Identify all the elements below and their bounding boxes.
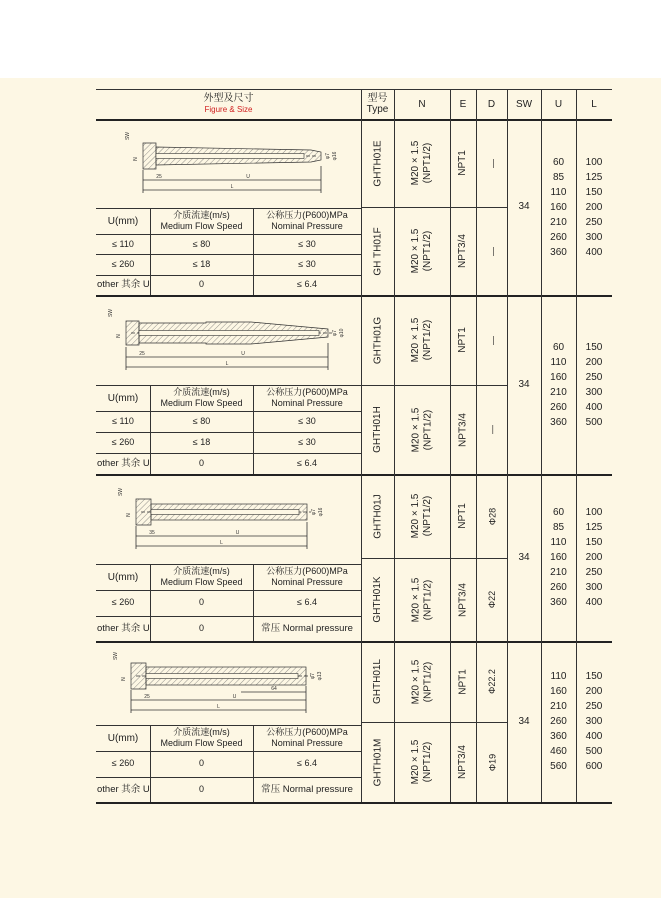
- n-header: [394, 89, 450, 119]
- spec-flow-cn: 介质流速(m/s): [173, 387, 230, 397]
- dimension-d2: φ16: [332, 151, 338, 161]
- spec-row-pressure: ≤ 6.4: [297, 458, 317, 468]
- spec-row-pressure: ≤ 6.4: [297, 279, 317, 290]
- spec-row-pressure: ≤ 30: [298, 258, 316, 269]
- dimension-n: N: [121, 677, 127, 681]
- spec-pressure-cn: 公称压力(P600)MPa: [266, 566, 348, 576]
- dimension-sw: SW: [118, 487, 124, 497]
- spec-pressure-en: Nominal Pressure: [271, 398, 343, 408]
- spec-pressure-en: Nominal Pressure: [271, 577, 343, 587]
- type-model: GH TH01F: [371, 226, 383, 276]
- u-header-label: U: [554, 98, 563, 110]
- l-length-value: 100: [585, 156, 603, 168]
- bore: [156, 154, 304, 159]
- l-length-value: 150: [585, 671, 603, 682]
- dimension-n: N: [116, 334, 122, 338]
- sw-value: 34: [518, 378, 530, 390]
- thread-e: NPT3/4: [457, 412, 468, 447]
- u-length-value: 360: [550, 597, 567, 608]
- u-length-value: 110: [550, 186, 567, 198]
- spec-u-header: U(mm): [107, 732, 139, 744]
- dimension-n: N: [126, 513, 132, 517]
- dimension-l: L: [225, 361, 229, 367]
- u-length-value: 160: [550, 686, 567, 697]
- e-header: [450, 89, 476, 119]
- diameter-d: Φ19: [486, 753, 497, 771]
- spec-u-header: U(mm): [107, 215, 139, 227]
- spec-row-pressure: ≤ 30: [298, 437, 316, 447]
- spec-row-u: other 其余 U: [97, 622, 150, 634]
- u-length-value: 160: [550, 552, 567, 563]
- l-length-value: 150: [585, 341, 603, 353]
- dimension-u: U: [241, 351, 245, 357]
- spec-pressure-header: [253, 725, 361, 751]
- spec-flow-en: Medium Flow Speed: [160, 577, 243, 587]
- thermowell-drawing: [96, 119, 361, 208]
- diameter-d: —: [486, 335, 497, 345]
- spec-flow-cn: 介质流速(m/s): [173, 210, 230, 220]
- sw-header-label: SW: [515, 98, 533, 110]
- bore: [151, 510, 299, 515]
- dimension-u: U: [246, 174, 250, 180]
- spec-flow-header: [150, 564, 253, 590]
- type-header: [361, 89, 394, 119]
- spec-row-flow: 0: [198, 758, 204, 769]
- u-length-value: 210: [550, 701, 567, 712]
- u-length-value: 85: [552, 522, 565, 533]
- spec-flow-header: [150, 385, 253, 411]
- type-model: GHTH01G: [371, 316, 383, 364]
- thread-n: M20 × 1.5 (NPT1/2): [410, 659, 433, 704]
- diameter-d: Φ22.2: [486, 669, 497, 694]
- dimension-u: U: [235, 530, 240, 536]
- spec-row-pressure: ≤ 6.4: [297, 758, 317, 769]
- type-model: GHTH01H: [371, 406, 383, 453]
- dimension-d1: φ7: [325, 152, 331, 160]
- spec-row-flow: ≤ 18: [192, 258, 211, 269]
- spec-row-flow: 0: [198, 783, 204, 794]
- dimension-d2: φ10: [339, 328, 345, 338]
- spec-row-pressure: ≤ 30: [298, 416, 316, 426]
- figure-size-header: [96, 89, 361, 119]
- spec-flow-header: [150, 725, 253, 751]
- spec-row-pressure: ≤ 6.4: [297, 597, 317, 608]
- u-header: [541, 89, 576, 119]
- l-length-value: 500: [585, 746, 603, 757]
- e-header-label: E: [459, 98, 467, 110]
- dimension-d1: φ7: [310, 672, 316, 680]
- u-length-value: 210: [550, 216, 567, 228]
- bore: [146, 674, 298, 679]
- spec-row-u: ≤ 260: [111, 437, 135, 447]
- u-length-value: 60: [552, 341, 565, 353]
- spec-row-flow: 0: [198, 279, 204, 290]
- dimension-l1: 35: [149, 530, 155, 536]
- d-header-label: D: [487, 98, 496, 110]
- u-length-value: 210: [550, 567, 567, 578]
- spec-row-flow: ≤ 18: [192, 437, 211, 447]
- l-length-value: 200: [585, 201, 603, 213]
- dimension-l: L: [220, 540, 223, 546]
- u-length-value: 560: [550, 761, 567, 772]
- diameter-d: —: [486, 246, 497, 256]
- l-length-value: 400: [585, 597, 603, 608]
- thread-e: NPT1: [457, 327, 468, 353]
- l-length-value: 250: [585, 567, 603, 578]
- l-length-value: 200: [585, 686, 603, 697]
- u-length-value: 260: [550, 716, 567, 727]
- l-length-value: 400: [585, 246, 603, 258]
- spec-row-pressure: 常压 Normal pressure: [261, 622, 353, 634]
- thread-n: M20 × 1.5 (NPT1/2): [410, 228, 433, 274]
- u-length-value: 260: [550, 582, 567, 593]
- u-length-value: 110: [550, 671, 567, 682]
- spec-pressure-en: Nominal Pressure: [271, 738, 343, 748]
- spec-pressure-cn: 公称压力(P600)MPa: [266, 727, 348, 737]
- spec-row-u: ≤ 110: [112, 416, 134, 426]
- spec-row-u: other 其余 U: [97, 783, 150, 795]
- diameter-d: —: [486, 425, 497, 434]
- u-length-value: 110: [550, 537, 567, 548]
- n-header-label: N: [418, 98, 426, 110]
- spec-row-flow: ≤ 80: [192, 238, 211, 249]
- spec-row-flow: 0: [198, 458, 204, 468]
- dimension-sw: SW: [125, 131, 131, 141]
- dimension-l1: 25: [144, 694, 150, 700]
- thermowell-drawing: [96, 641, 361, 725]
- thread-e: NPT3/4: [457, 582, 468, 617]
- thread-n: M20 × 1.5 (NPT1/2): [410, 407, 433, 452]
- dimension-sw: SW: [113, 651, 119, 661]
- spec-pressure-en: Nominal Pressure: [271, 221, 343, 231]
- type-model: GHTH01J: [371, 493, 383, 539]
- spec-pressure-header: [253, 208, 361, 234]
- spec-pressure-header: [253, 385, 361, 411]
- l-length-value: 250: [585, 216, 603, 228]
- thread-e: NPT1: [457, 503, 468, 529]
- u-length-value: 360: [550, 416, 567, 428]
- spec-row-u: ≤ 110: [112, 238, 134, 249]
- spec-flow-cn: 介质流速(m/s): [173, 727, 230, 737]
- d-header: [476, 89, 507, 119]
- dimension-n: N: [133, 157, 139, 161]
- figure-size-header-sublabel: Figure & Size: [204, 105, 253, 114]
- spec-row-pressure: 常压 Normal pressure: [261, 783, 353, 795]
- spec-row-u: ≤ 260: [111, 258, 135, 269]
- l-length-value: 200: [585, 356, 603, 368]
- type-model: GHTH01L: [371, 659, 383, 705]
- figure-size-header-label: 外型及尺寸: [203, 93, 254, 104]
- u-length-value: 60: [552, 507, 565, 518]
- u-length-value: 460: [550, 746, 567, 757]
- spec-row-u: ≤ 260: [111, 758, 135, 769]
- l-length-value: 400: [585, 401, 603, 413]
- spec-table: [96, 89, 612, 802]
- thread-n: M20 × 1.5 (NPT1/2): [410, 317, 433, 363]
- dimension-d1: φ7: [332, 329, 338, 337]
- dimension-sw: SW: [108, 308, 114, 318]
- spec-flow-en: Medium Flow Speed: [160, 221, 243, 231]
- l-length-value: 300: [585, 716, 603, 727]
- u-length-value: 110: [550, 356, 567, 368]
- diameter-d: Φ28: [486, 507, 497, 525]
- bore: [139, 331, 319, 336]
- type-model: GHTH01K: [371, 576, 383, 623]
- spec-pressure-cn: 公称压力(P600)MPa: [266, 210, 348, 220]
- dimension-l: L: [230, 184, 234, 190]
- u-length-value: 60: [552, 156, 565, 168]
- u-length-value: 160: [550, 371, 567, 383]
- l-header-label: L: [591, 98, 597, 110]
- l-length-value: 300: [585, 231, 603, 243]
- type-header-label: 型号: [367, 93, 388, 104]
- thread-e: NPT1: [457, 150, 468, 176]
- spec-row-flow: 0: [198, 622, 204, 633]
- sw-value: 34: [518, 551, 530, 563]
- l-length-value: 250: [585, 701, 603, 712]
- spec-flow-en: Medium Flow Speed: [160, 738, 243, 748]
- type-header-sublabel: Type: [366, 104, 389, 115]
- table-rule: [96, 802, 612, 804]
- spec-row-u: ≤ 260: [111, 597, 135, 608]
- thread-e: NPT3/4: [457, 234, 468, 268]
- thread-n: M20 × 1.5 (NPT1/2): [410, 739, 433, 785]
- l-length-value: 100: [585, 507, 603, 518]
- sw-value: 34: [518, 201, 530, 212]
- thread-n: M20 × 1.5 (NPT1/2): [410, 493, 433, 539]
- l-length-value: 200: [585, 552, 603, 563]
- sw-header: [507, 89, 541, 119]
- l-length-value: 400: [585, 731, 603, 742]
- u-length-value: 85: [552, 171, 565, 183]
- spec-pressure-header: [253, 564, 361, 590]
- l-length-value: 250: [585, 371, 603, 383]
- l-header: [576, 89, 612, 119]
- u-length-value: 360: [550, 731, 567, 742]
- spec-u-header: U(mm): [107, 571, 139, 583]
- dimension-l: L: [217, 704, 220, 710]
- table-rule: [96, 89, 612, 90]
- spec-flow-en: Medium Flow Speed: [160, 398, 243, 408]
- spec-flow-cn: 介质流速(m/s): [173, 566, 230, 576]
- l-length-value: 600: [585, 761, 603, 772]
- thread-n: M20 × 1.5 (NPT1/2): [410, 140, 433, 186]
- dimension-u: U: [232, 694, 237, 700]
- l-length-value: 125: [585, 171, 603, 183]
- u-length-value: 260: [550, 401, 567, 413]
- spec-flow-header: [150, 208, 253, 234]
- thread-e: NPT3/4: [457, 745, 468, 779]
- type-model: GHTH01E: [371, 139, 383, 187]
- dimension-l1: 25: [156, 174, 162, 180]
- l-length-value: 500: [585, 416, 603, 428]
- u-length-value: 360: [550, 246, 567, 258]
- thermowell-drawing: [96, 295, 361, 385]
- thermowell-drawing: [96, 474, 361, 564]
- dimension-d1: φ7: [311, 508, 317, 516]
- spec-row-u: other 其余 U: [97, 458, 150, 469]
- thread-e: NPT1: [457, 668, 468, 695]
- u-length-value: 160: [550, 201, 567, 213]
- sw-value: 34: [518, 715, 530, 727]
- spec-row-u: other 其余 U: [97, 279, 150, 291]
- type-model: GHTH01M: [371, 738, 383, 786]
- hex-head: [143, 143, 156, 169]
- spec-row-flow: 0: [198, 597, 204, 608]
- dimension-d2: φ16: [318, 507, 324, 517]
- l-length-value: 300: [585, 386, 603, 398]
- l-length-value: 150: [585, 537, 603, 548]
- dimension-l1: 25: [139, 351, 145, 357]
- spec-pressure-cn: 公称压力(P600)MPa: [266, 387, 348, 397]
- u-length-value: 210: [550, 386, 567, 398]
- spec-u-header: U(mm): [107, 392, 139, 404]
- spec-row-flow: ≤ 80: [192, 416, 211, 426]
- spec-row-pressure: ≤ 30: [298, 238, 316, 249]
- l-length-value: 125: [585, 522, 603, 533]
- dimension-d2: φ13: [317, 671, 323, 681]
- l-length-value: 300: [585, 582, 603, 593]
- u-length-value: 260: [550, 231, 567, 243]
- thread-n: M20 × 1.5 (NPT1/2): [410, 577, 433, 622]
- dimension-l2: 64: [271, 686, 277, 692]
- diameter-d: Φ22: [486, 590, 497, 609]
- diameter-d: —: [486, 158, 497, 168]
- l-length-value: 150: [585, 186, 603, 198]
